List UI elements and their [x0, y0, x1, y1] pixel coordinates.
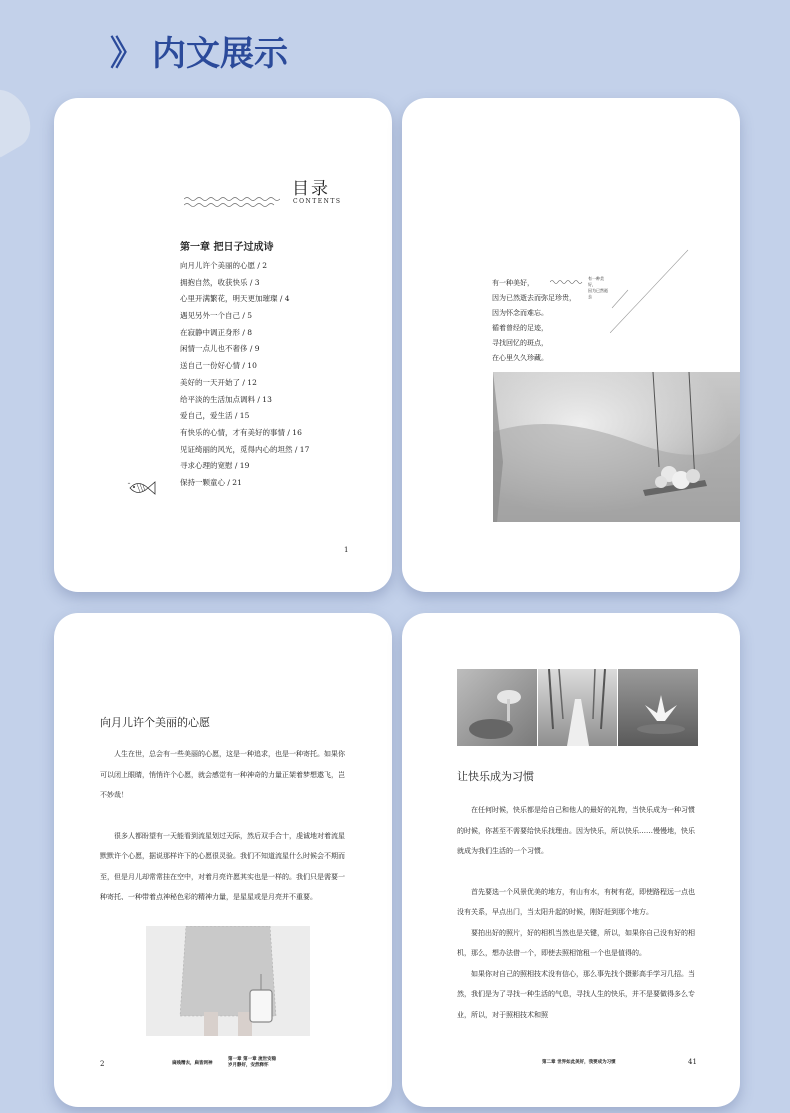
article-body [457, 800, 700, 1025]
toc-item: 拥抱自然，收获快乐 / 3 [180, 277, 260, 287]
toc-item: 美好的一天开始了 / 12 [180, 377, 257, 387]
poem-line: 寻找回忆的斑点， [492, 339, 548, 347]
footer-book-title: 扁贱精去，扁皆网神 [172, 1061, 213, 1066]
toc-subtitle: CONTENTS [293, 198, 342, 205]
poem-line: 有一种美好， [492, 279, 534, 287]
paragraph: 人生在世，总会有一些美丽的心愿，这是一种追求，也是一种寄托。如果你可以闭上眼睛，悄悄许个心愿，就会感觉有一种神奇的力量正架着梦想遨飞，岂不妙哉！ [100, 750, 345, 799]
page-article-wish [54, 613, 392, 1107]
toc-item: 遇见另外一个自己 / 5 [180, 311, 253, 321]
poem-line: 因为怀念而难忘。 [492, 309, 548, 317]
toc-title: 目录 [292, 179, 330, 199]
nature-photo-strip [457, 669, 698, 746]
article-title: 让快乐成为习惯 [457, 770, 534, 783]
paragraph: 要拍出好的照片，好的相机当然也是关键，所以，如果你自己没有好的相机，那么，想办法借一个，即使去照相馆租一个也是值得的。 [457, 928, 695, 957]
page-number: 1 [344, 546, 349, 554]
double-chevron-icon: 》 [110, 33, 138, 74]
toc-item: 寻求心理的宽慰 / 19 [180, 461, 250, 471]
footer-chapter: 第二章 世界如此美好，我要成为习惯 [542, 1060, 616, 1065]
poem-tag: 有一种美好， 因为已然逝去 [588, 276, 608, 299]
fish-icon [126, 478, 156, 498]
toc-item: 心里开满繁花，明天更加璀璨 / 4 [180, 294, 290, 304]
toc-chapter-heading: 第一章 把日子过成诗 [180, 242, 274, 253]
wave-decoration [184, 195, 280, 209]
toc-item: 保持一颗童心 / 21 [180, 477, 242, 487]
swing-photo [493, 372, 740, 522]
section-heading-text: 内文展示 [152, 33, 288, 74]
paragraph: 如果你对自己的照相技术没有信心，那么事先找个摄影高手学习几招。当然，我们是为了寻找一种生活的气息，寻找人生的快乐，并不是要做得多么专业，所以，对于照相技术和照 [457, 969, 695, 1019]
girl-lantern-photo [146, 926, 310, 1036]
page-number: 41 [688, 1058, 697, 1066]
toc-list [180, 258, 309, 492]
toc-item: 给平淡的生活加点调料 / 13 [180, 394, 272, 404]
page-number: 2 [100, 1060, 105, 1068]
page-article-happiness [402, 613, 740, 1107]
poem-line: 在心里久久珍藏。 [492, 354, 548, 362]
article-title: 向月儿许个美丽的心愿 [100, 716, 210, 729]
footer-chapter: 第一章 第一章 流世安稳 岁月静好，安然释怀 [228, 1057, 277, 1068]
paragraph: 首先要选一个风景优美的地方，有山有水，有树有花，即使路程远一点也没有关系，早点出门，当太阳升起的时候，刚好赶到那个地方。 [457, 887, 695, 916]
page-table-of-contents [54, 98, 392, 592]
page-poem [402, 98, 740, 592]
article-body [100, 744, 348, 908]
toc-item: 闲情一点儿也不奢侈 / 9 [180, 344, 260, 354]
poem-line: 循着曾经的足迹， [492, 324, 548, 332]
toc-item: 爱自己，爱生活 / 15 [180, 411, 250, 421]
poem-lines [492, 276, 576, 366]
toc-item: 送自己一份好心情 / 10 [180, 361, 257, 371]
toc-item: 见证绮丽的风光，觅得内心的坦然 / 17 [180, 444, 310, 454]
wave-decoration [550, 278, 584, 286]
paragraph: 很多人都盼望有一天能看到流星划过天际，然后双手合十，虔诚地对着流星默默许个心愿，据说那样许下的心愿很灵验。我们不知道流星什么时候会不期而至，但是月儿却常常挂在空中，对着月亮许愿其实也是一样的。我们只是需要一种寄托、一种带着点神秘色彩的精神力量，是星星或是月亮并不重要。 [100, 831, 345, 901]
toc-item: 向月儿许个美丽的心愿 / 2 [180, 261, 268, 270]
leaf-decoration [0, 81, 40, 158]
paragraph: 在任何时候，快乐都是给自己和他人的最好的礼物，当快乐成为一种习惯的时候，你甚至不需要给快乐找理由。因为快乐，所以快乐……慢慢地，快乐就成为我们生活的一个习惯。 [457, 806, 695, 855]
toc-item: 在寂静中调正身形 / 8 [180, 327, 253, 337]
poem-line: 因为已然逝去而弥足珍贵， [492, 294, 576, 302]
toc-item: 有快乐的心情，才有美好的事情 / 16 [180, 427, 302, 437]
diagonal-lines-decoration [610, 248, 690, 333]
section-heading [110, 28, 288, 72]
